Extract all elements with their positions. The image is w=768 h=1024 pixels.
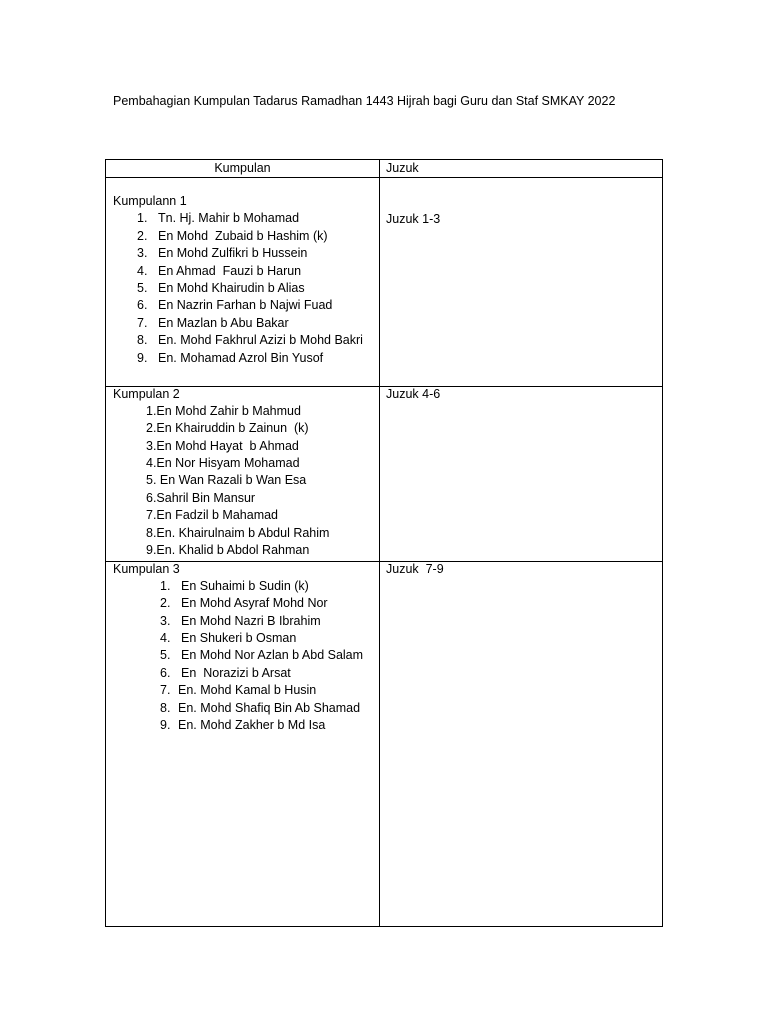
member-name: En Nazrin Farhan b Najwi Fuad <box>158 298 333 313</box>
member-entry: 4.En Nor Hisyam Mohamad <box>146 456 300 471</box>
member-row <box>106 595 379 612</box>
group-1-cell <box>106 193 379 367</box>
group-2-cell <box>106 386 379 560</box>
member-name: En. Mohd Fakhrul Azizi b Mohd Bakri <box>158 333 363 348</box>
member-row <box>106 228 379 245</box>
member-row <box>106 420 379 437</box>
member-name: En Mohd Zubaid b Hashim (k) <box>158 228 328 243</box>
header-kumpulan: Kumpulan <box>214 161 271 175</box>
member-row <box>106 455 379 472</box>
member-entry: 8.En. Khairulnaim b Abdul Rahim <box>146 525 330 540</box>
member-name: En Mohd Asyraf Mohd Nor <box>181 596 328 611</box>
member-row <box>106 350 379 367</box>
member-row <box>106 578 379 595</box>
member-name: En Shukeri b Osman <box>181 631 297 646</box>
member-name: En Mohd Nor Azlan b Abd Salam <box>181 648 364 663</box>
member-name: En Mohd Zulfikri b Hussein <box>158 246 308 261</box>
member-row <box>106 630 379 647</box>
member-entry: 9.En. Khalid b Abdol Rahman <box>146 543 310 558</box>
member-name: En Norazizi b Arsat <box>181 665 291 680</box>
member-number: 5. <box>160 648 171 663</box>
member-number: 8. <box>160 700 171 715</box>
member-row <box>106 263 379 280</box>
member-row <box>106 542 379 559</box>
member-name: En. Mohamad Azrol Bin Yusof <box>158 350 324 365</box>
group-label: Kumpulan 2 <box>113 386 180 401</box>
group-3-cell <box>106 561 379 735</box>
member-row <box>106 647 379 664</box>
header-row-divider <box>106 177 662 178</box>
member-number: 6. <box>137 298 148 313</box>
member-row <box>106 717 379 734</box>
member-row <box>106 665 379 682</box>
group-table <box>105 159 663 927</box>
member-row <box>106 613 379 630</box>
member-entry: 3.En Mohd Hayat b Ahmad <box>146 438 299 453</box>
member-name: Tn. Hj. Mahir b Mohamad <box>158 211 300 226</box>
juzuk-assignment: Juzuk 4-6 <box>386 386 441 401</box>
member-row <box>106 490 379 507</box>
group-label: Kumpulan 3 <box>113 561 180 576</box>
member-number: 6. <box>160 665 171 680</box>
member-row <box>106 682 379 699</box>
member-number: 8. <box>137 333 148 348</box>
juzuk-assignment: Juzuk 7-9 <box>386 561 444 576</box>
member-row <box>106 315 379 332</box>
member-name: En Mazlan b Abu Bakar <box>158 315 289 330</box>
member-row <box>106 210 379 227</box>
member-entry: 7.En Fadzil b Mahamad <box>146 508 279 523</box>
juzuk-assignment: Juzuk 1-3 <box>386 212 441 226</box>
member-name: En. Mohd Zakher b Md Isa <box>178 718 326 733</box>
member-number: 7. <box>160 683 171 698</box>
group-label: Kumpulann 1 <box>113 194 187 208</box>
header-juzuk: Juzuk <box>386 161 419 175</box>
member-number: 2. <box>137 228 148 243</box>
member-row <box>106 525 379 542</box>
member-name: En Suhaimi b Sudin (k) <box>181 578 309 593</box>
member-row <box>106 297 379 314</box>
member-number: 9. <box>160 718 171 733</box>
member-row <box>106 403 379 420</box>
member-number: 4. <box>160 631 171 646</box>
member-row <box>106 700 379 717</box>
member-entry: 6.Sahril Bin Mansur <box>146 490 256 505</box>
member-name: En Mohd Nazri B Ibrahim <box>181 613 321 628</box>
member-row <box>106 438 379 455</box>
page-title: Pembahagian Kumpulan Tadarus Ramadhan 1443 Hijrah bagi Guru dan Staf SMKAY 2022 <box>113 94 616 108</box>
member-name: En Mohd Khairudin b Alias <box>158 280 305 295</box>
member-number: 3. <box>160 613 171 628</box>
member-name: En. Mohd Kamal b Husin <box>178 683 317 698</box>
group-label-row <box>106 386 379 403</box>
member-number: 7. <box>137 315 148 330</box>
member-row <box>106 507 379 524</box>
column-divider <box>379 160 380 926</box>
member-entry: 5. En Wan Razali b Wan Esa <box>146 473 307 488</box>
member-name: En Ahmad Fauzi b Harun <box>158 263 302 278</box>
group-label-row <box>106 561 379 578</box>
group-label-row <box>106 193 379 210</box>
member-row <box>106 280 379 297</box>
member-number: 5. <box>137 280 148 295</box>
member-number: 1. <box>160 578 171 593</box>
member-row <box>106 472 379 489</box>
member-number: 9. <box>137 350 148 365</box>
member-number: 2. <box>160 596 171 611</box>
member-entry: 2.En Khairuddin b Zainun (k) <box>146 421 309 436</box>
member-number: 4. <box>137 263 148 278</box>
member-number: 3. <box>137 246 148 261</box>
member-row <box>106 245 379 262</box>
member-entry: 1.En Mohd Zahir b Mahmud <box>146 403 301 418</box>
member-row <box>106 332 379 349</box>
member-name: En. Mohd Shafiq Bin Ab Shamad <box>178 700 361 715</box>
member-number: 1. <box>137 211 148 226</box>
